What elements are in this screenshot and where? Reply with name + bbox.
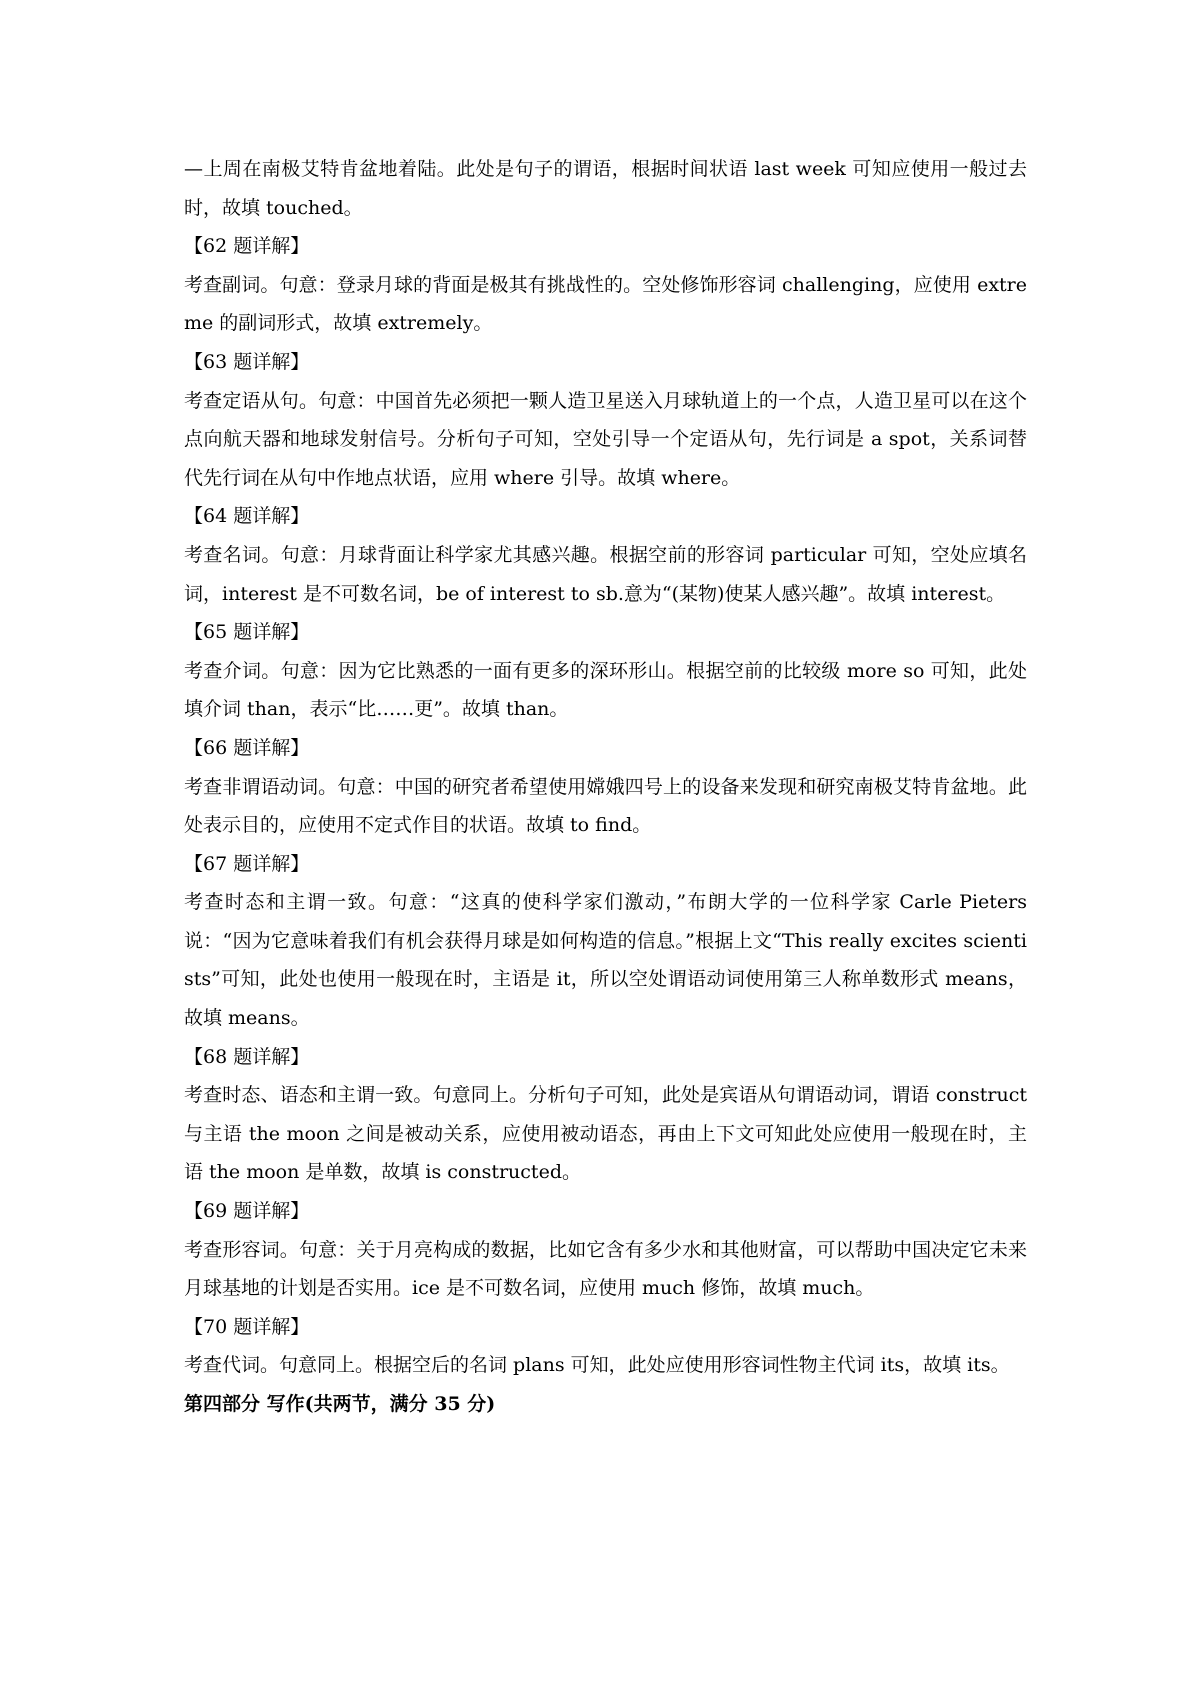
question-70-explanation: 考查代词。句意同上。根据空后的名词 plans 可知，此处应使用形容词性物主代词 its，故填 its。 <box>184 1354 1010 1377</box>
question-69-heading: 【69 题详解】 <box>184 1200 310 1223</box>
question-67-explanation: 考查时态和主谓一致。句意：“这真的使科学家们激动，”布朗大学的一位科学家 Carle Pieters 说：“因为它意味着我们有机会获得月球是如何构造的信息。”根据上文“This really excites scientists”可知，此处也使用一般现在时，主语是 it，所以空处谓语动词使用第三人称单数形式 means，故填 means。 <box>184 891 1027 1030</box>
question-70-heading: 【70 题详解】 <box>184 1315 310 1338</box>
question-69-explanation: 考查形容词。句意：关于月亮构成的数据，比如它含有多少水和其他财富，可以帮助中国决定它未来月球基地的计划是否实用。ice 是不可数名词，应使用 much 修饰，故填 much。 <box>184 1238 1027 1300</box>
question-62-explanation: 考查副词。句意：登录月球的背面是极其有挑战性的。空处修饰形容词 challenging，应使用 extreme 的副词形式，故填 extremely。 <box>184 273 1027 335</box>
document-body <box>184 150 1027 1424</box>
question-68-explanation: 考查时态、语态和主谓一致。句意同上。分析句子可知，此处是宾语从句谓语动词，谓语 construct 与主语 the moon 之间是被动关系，应使用被动语态，再由上下文可知此处应使用一般现在时，主语 the moon 是单数，故填 is constructed。 <box>184 1084 1027 1184</box>
question-65-explanation: 考查介词。句意：因为它比熟悉的一面有更多的深环形山。根据空前的比较级 more so 可知，此处填介词 than，表示“比……更”。故填 than。 <box>184 659 1027 721</box>
question-63-heading: 【63 题详解】 <box>184 350 310 373</box>
question-64-heading: 【64 题详解】 <box>184 505 310 528</box>
question-65-heading: 【65 题详解】 <box>184 621 310 644</box>
section-title: 第四部分 写作(共两节，满分 35 分) <box>184 1393 496 1415</box>
question-66-heading: 【66 题详解】 <box>184 736 310 759</box>
question-63-explanation: 考查定语从句。句意：中国首先必须把一颗人造卫星送入月球轨道上的一个点，人造卫星可以在这个点向航天器和地球发射信号。分析句子可知，空处引导一个定语从句，先行词是 a spot，关系词替代先行词在从句中作地点状语，应用 where 引导。故填 where。 <box>184 389 1027 489</box>
question-64-explanation: 考查名词。句意：月球背面让科学家尤其感兴趣。根据空前的形容词 particular 可知，空处应填名词，interest 是不可数名词，be of interest to sb.意为“(某物)使某人感兴趣”。故填 interest。 <box>184 543 1027 605</box>
question-66-explanation: 考查非谓语动词。句意：中国的研究者希望使用嫦娥四号上的设备来发现和研究南极艾特肯盆地。此处表示目的，应使用不定式作目的状语。故填 to find。 <box>184 775 1027 837</box>
intro-paragraph: —上周在南极艾特肯盆地着陆。此处是句子的谓语，根据时间状语 last week 可知应使用一般过去时，故填 touched。 <box>184 158 1027 219</box>
question-67-heading: 【67 题详解】 <box>184 852 310 875</box>
question-68-heading: 【68 题详解】 <box>184 1045 310 1068</box>
question-62-heading: 【62 题详解】 <box>184 235 310 258</box>
